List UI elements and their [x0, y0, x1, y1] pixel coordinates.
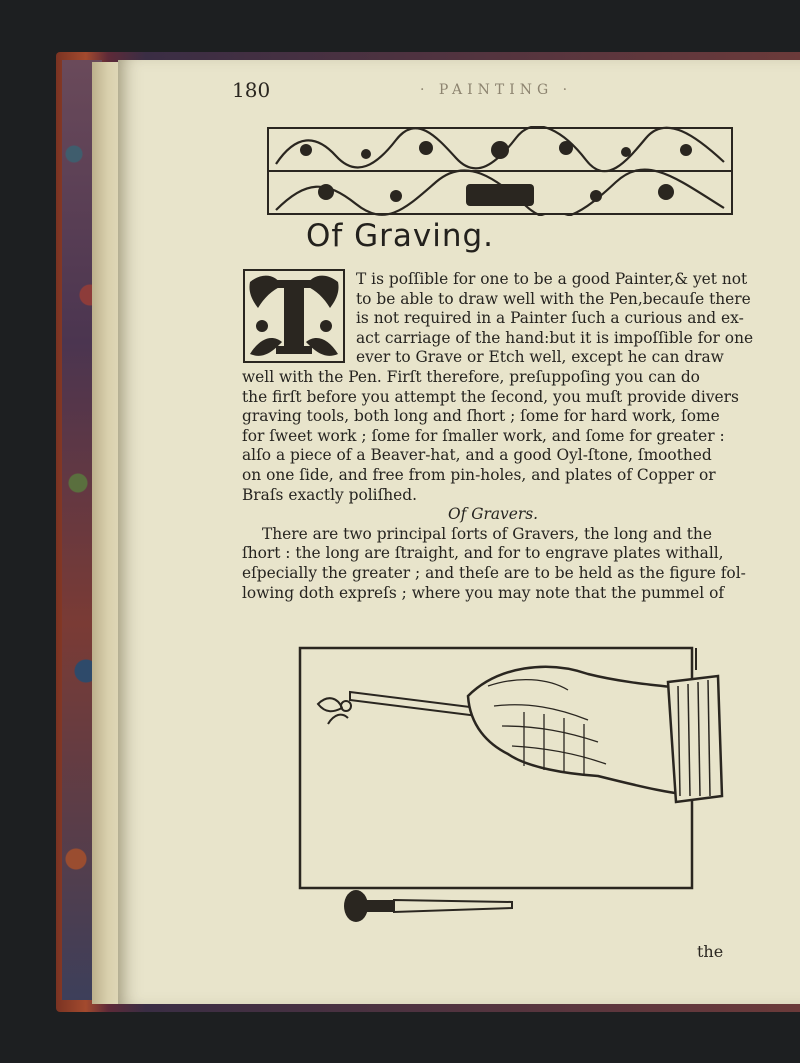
page-number: 180 [232, 78, 271, 102]
text-line: ever to Grave or Etch well, except he can draw [356, 348, 724, 367]
text-line: T is poſſible for one to be a good Painter,& yet not [356, 270, 748, 288]
body-text [242, 270, 754, 603]
text-line: ſhort : the long are ſtraight, and for to engrave plates withall, [242, 544, 724, 563]
text-line: There are two principal ſorts of Gravers, the long and the [262, 524, 712, 543]
text-line: the firſt before you attempt the ſecond, you muſt provide divers [242, 387, 739, 406]
text-line: is not required in a Painter ſuch a curious and ex- [356, 309, 744, 328]
text-line: lowing doth expreſs ; where you may note that the pummel of [242, 583, 725, 602]
graver-tool-icon [344, 890, 512, 922]
text-line: well with the Pen. Firſt therefore, preſuppoſing you can do [242, 367, 700, 386]
text-line: on one ſide, and free from pin-holes, and plates of Copper or [242, 465, 716, 484]
section-title: Of Graving. [305, 218, 495, 254]
subheading: Of Gravers. [448, 505, 538, 524]
text-line: Braſs exactly poliſhed. [242, 485, 418, 504]
catchword: the [697, 942, 724, 961]
text-line: to be able to draw well with the Pen,becauſe there [356, 289, 751, 308]
text-line: for ſweet work ; ſome for ſmaller work, and ſome for greater : [242, 426, 725, 445]
running-head: · PAINTING · [420, 82, 573, 98]
text-line: eſpecially the greater ; and theſe are to be held as the figure fol- [242, 563, 746, 582]
text-line: graving tools, both long and ſhort ; ſome for hard work, ſome [242, 407, 720, 426]
ornament-headpiece [266, 126, 734, 216]
hand-holding-graver-icon [298, 646, 728, 932]
text-line: alſo a piece of a Beaver-hat, and a good Oyl-ſtone, ſmoothed [242, 446, 712, 465]
text-line: act carriage of the hand:but it is impoſſible for one [356, 328, 754, 347]
